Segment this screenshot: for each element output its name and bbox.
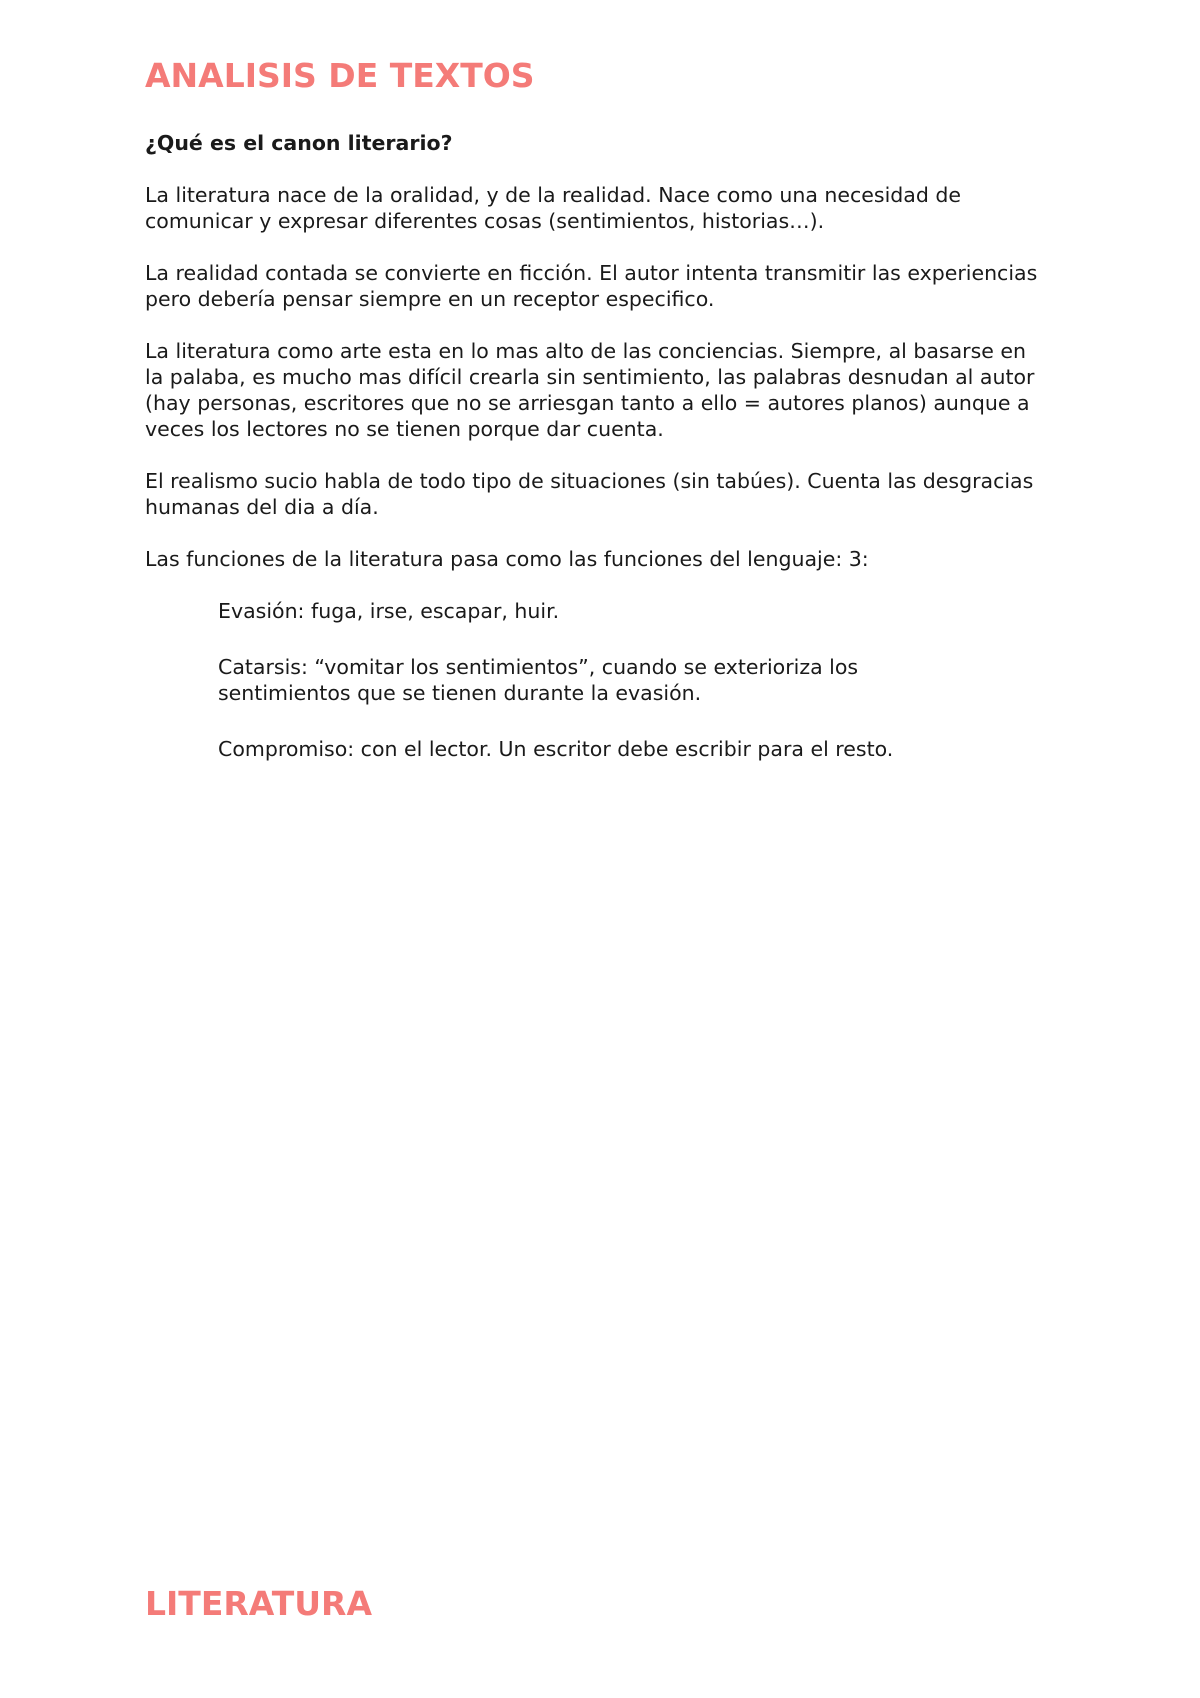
section-subheading: ¿Qué es el canon literario? <box>145 131 453 155</box>
paragraph-3: La literatura como arte esta en lo mas alto de las conciencias. Siempre, al basarse en la palaba, es mucho mas difícil crearla sin sentimiento, las palabras desnudan al autor (hay personas, escritores que no se arriesgan tanto a ello = autores planos) aunque a veces los lectores no se tienen porque dar cuenta. <box>145 339 1035 441</box>
paragraph-4: El realismo sucio habla de todo tipo de situaciones (sin tabúes). Cuenta las desgracias humanas del dia a día. <box>145 469 1034 519</box>
document-title: ANALISIS DE TEXTOS <box>145 56 535 95</box>
paragraph-2: La realidad contada se convierte en ficción. El autor intenta transmitir las experiencias pero debería pensar siempre en un receptor especifico. <box>145 261 1038 311</box>
functions-list <box>145 598 1045 762</box>
paragraph-1: La literatura nace de la oralidad, y de la realidad. Nace como una necesidad de comunicar y expresar diferentes cosas (sentimientos, historias…). <box>145 183 962 233</box>
function-item-evasion: Evasión: fuga, irse, escapar, huir. <box>218 599 560 623</box>
footer-title: LITERATURA <box>145 1584 373 1623</box>
function-item-compromiso: Compromiso: con el lector. Un escritor debe escribir para el resto. <box>218 737 894 761</box>
document-body <box>145 130 1045 792</box>
function-item-catarsis: Catarsis: “vomitar los sentimientos”, cuando se exterioriza los sentimientos que se tienen durante la evasión. <box>218 655 859 705</box>
paragraph-5: Las funciones de la literatura pasa como las funciones del lenguaje: 3: <box>145 547 869 571</box>
